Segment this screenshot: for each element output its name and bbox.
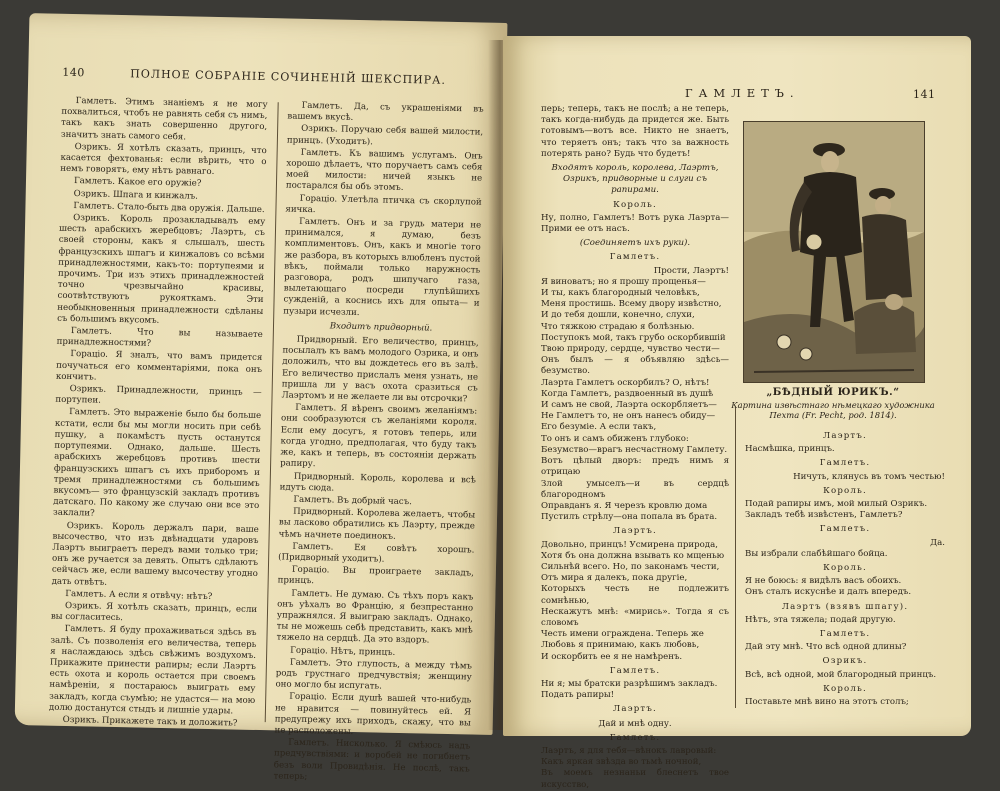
verse-line: Онъ сталъ искуснѣе и далъ впередъ. [745, 587, 912, 598]
dialogue-paragraph: Гамлетъ. Этимъ знаніемъ я не могу похвалиться, чтобъ не равнять себя съ нимъ, такъ какъ знать совершенно другого, значитъ знать самого себя. [60, 96, 268, 142]
verse-line: Поступокъ мой, такъ грубо оскорбившій [541, 332, 726, 343]
dialogue-paragraph: Озрикъ. Король прозакладывалъ ему шесть арабскихъ жеребцовъ; Лаэртъ, съ своей стороны, какъ я слышалъ, шесть французскихъ шпагъ и кинжаловъ со всѣми принадлежностями, какъ-то: портупеями и прочимъ. Три изъ этихъ принадлежностей точно чрезвычайно красивы, соотвѣтствуютъ рукояткамъ. Эти необыкновенныя принадлежности сдѣланы съ большимъ вкусомъ. [57, 213, 266, 326]
text-paragraph: перь; теперь, такъ не послѣ; а не теперь, такъ когда-нибудь да придется же. Быть готовымъ—вотъ все. Никто не знаетъ, что теряетъ онъ; такъ что за важность потерять рано? Будь что будетъ! [541, 104, 729, 159]
speaker-name: Лаэртъ. [823, 431, 867, 441]
verse-line: Нѣтъ, эта тяжела; подай другую. [745, 614, 896, 625]
left-page [15, 13, 508, 782]
engraving-illustration [743, 121, 925, 383]
verse-line: И до тебя дошли, конечно, слухи, [541, 310, 695, 321]
verse-line: Отъ мира я далекъ, пока другіе, [541, 573, 688, 584]
dialogue-paragraph: Придворный. Королева желаетъ, чтобы вы ласково обратились къ Лаэрту, прежде чѣмъ начнете поединокъ. [278, 506, 476, 542]
dialogue-paragraph: Гамлетъ. Къ вашимъ услугамъ. Онъ хорошо дѣлаетъ, что поручаетъ самъ себя моей милости: ничей языкъ не постарался бы объ этомъ. [285, 147, 483, 194]
speaker-name: Гамлетъ. [609, 252, 661, 263]
verse-line: Да. [930, 537, 945, 548]
running-head-left: ПОЛНОЕ СОБРАНІЕ СОЧИНЕНІЙ ШЕКСПИРА. [130, 67, 447, 87]
speaker-name: Гамлетъ. [609, 665, 661, 676]
verse-line: Что тяжкою страдаю я болѣзнью. [541, 321, 695, 332]
verse-line: И ты, какъ благородный человѣкъ, [541, 288, 700, 299]
speaker-name: Гамлетъ. [819, 629, 871, 640]
dialogue-paragraph: Придворный. Король, королева и всѣ идутъ сюда. [279, 471, 476, 494]
verse-line: Вотъ цѣлый дворъ: предъ нимъ я отрицаю [541, 456, 729, 478]
verse-line: Поставьте мнѣ вино на этотъ столъ; [745, 697, 909, 708]
stage-direction: Входятъ король, королева, Лаэртъ, Озрикъ, придворные и слуги съ рапирами. [551, 163, 719, 196]
verse-line: Не Гамлетъ то, не онъ нанесъ обиду— [541, 411, 716, 422]
verse-line: Ничуть, клянусь въ томъ честью! [793, 471, 945, 482]
verse-line: Хотя бъ она должна взывать ко мщенью [541, 550, 725, 561]
dialogue-paragraph: Озрикъ. Принадлежности, принцъ — портупеи. [55, 384, 262, 406]
dialogue-paragraph: Гамлетъ. Стало-быть два оружія. Дальше. [73, 200, 265, 215]
dialogue-paragraph: Горацio. Я зналъ, что вамъ придется почучаться его комментаріями, пока онъ кончитъ. [55, 349, 263, 383]
right-page [503, 36, 971, 790]
dialogue-paragraph: Гамлетъ. А если я отвѣчу: нѣтъ? [65, 588, 213, 602]
caption-title: „БѢДНЫЙ ЮРИКЪ.“ [766, 387, 900, 398]
speaker-name: Лаэртъ. [613, 704, 657, 715]
dialogue-paragraph: Озрикъ. Прикажете такъ и доложить? [62, 714, 238, 729]
verse-line: Сильнѣй всего. Но, по законамъ чести, [541, 561, 720, 572]
dialogue-paragraph: Горацio. Улетѣла птичка съ скорлупой яичка. [285, 193, 482, 215]
verse-line: То онъ и самъ обиженъ глубоко: [541, 433, 689, 444]
dialogue-paragraph: Озрикъ. Поручаю себя вашей милости, принцъ. (Уходитъ). [286, 124, 484, 147]
stage-direction: (Соединяетъ ихъ руки). [579, 238, 691, 249]
dialogue-paragraph: Озрикъ. Король держалъ пари, ваше высочество, что изъ двѣнадцати ударовъ Лаэртъ выиграетъ передъ вами только три; онъ же ручается за девять. Опытъ сдѣлаютъ сейчасъ же, если вашему высочеству угодно дать отвѣтъ. [51, 520, 259, 588]
verse-line: Пустилъ стрѣлу—она попала въ брата. [541, 512, 718, 523]
verse-line: Нескажутъ мнѣ: «мирись». Тогда я съ словомъ [541, 606, 729, 628]
dialogue-paragraph: Горацio. Нѣтъ, принцъ. [290, 645, 396, 658]
verse-line: Я не боюсь: я видѣлъ васъ обоихъ. [745, 576, 902, 587]
verse-line: Ни я; мы братски разрѣшимъ закладъ. [541, 678, 718, 689]
speaker-name: Король. [823, 683, 867, 694]
verse-line: Подать рапиры! [541, 690, 615, 701]
verse-line: Лаэрта Гамлетъ оскорбилъ? О, нѣтъ! [541, 377, 710, 388]
page-number-right: 141 [913, 88, 936, 101]
verse-line: Насмѣшка, принцъ. [745, 444, 835, 455]
verse-block [541, 746, 729, 791]
verse-line: Ну, полно, Гамлетъ! Вотъ рука Лаэрта— Прими ее отъ насъ. [541, 212, 729, 235]
caption-subtitle: Картина извѣстнаго нѣмецкаго художника Пехта (Fr. Pecht, род. 1814). [731, 399, 935, 420]
verse-line: Безумство—врагъ несчастному Гамлету. [541, 444, 728, 455]
left-column-2 [273, 100, 483, 787]
dialogue-paragraph: Придворный. Его величество, принцъ, посылалъ къ вамъ молодого Озрика, и онъ доложилъ, что вы дождетесь его въ залѣ. Его величество прислалъ меня узнать, не пришла ли у васъ охота сразиться съ Лаэртомъ и не желаете ли вы отсрочки? [281, 334, 479, 405]
right-column-1 [541, 104, 729, 791]
verse-line: Дай и мнѣ одну. [598, 718, 672, 729]
dialogue-paragraph: Гамлетъ. Я вѣренъ своимъ желаніямъ: они сообразуются съ желаніями короля. Если ему досугъ, я готовъ теперь, или когда угодно, предполагая, что буду такъ же, какъ и теперь, въ состояніи держать рапиру. [280, 403, 478, 470]
dialogue-paragraph: Горацio. Если душѣ вашей что-нибудь не нравится — повинуйтесь ей. Я предупрежу ихъ приходъ, скажу, что вы не расположены. [274, 692, 472, 737]
dialogue-paragraph: Гамлетъ. Да, съ украшеніями въ вашемъ вкусѣ. [287, 100, 484, 124]
dialogue-paragraph: Гамлетъ. Нисколько. Я смѣюсь надъ предчувствіями: и воробей не погибнетъ безъ воли Провидѣнія. Не послѣ, такъ теперь; [273, 737, 471, 782]
dialogue-paragraph: Озрикъ. Я хотѣлъ сказать, принцъ, если вы согласитесь. [50, 600, 258, 624]
speaker-name: Озрикъ. [822, 656, 868, 667]
verse-line: Которыхъ честь не подлежитъ сомнѣнью, [541, 584, 729, 606]
verse-line: Прости, Лаэртъ! [653, 265, 729, 276]
verse-block [541, 679, 729, 701]
speaker-name: Гамлетъ. [819, 458, 871, 469]
verse-line: Я виноватъ; но я прошу прощенья— [541, 276, 706, 287]
verse-line: Когда Гамлетъ, раздвоенный въ душѣ [541, 388, 714, 399]
dialogue-paragraph: Озрикъ. Я хотѣлъ сказать, принцъ, что касается фехтованья: если вѣрить, что о немъ говорятъ, ему нѣтъ равнаго. [60, 141, 267, 178]
verse-line: Всѣ, всѣ одной, мой благородный принцъ. [745, 669, 937, 680]
stage-direction: Входитъ придворный. [329, 321, 433, 334]
dialogue-paragraph: Гамлетъ. Это выраженіе было бы больше кстати, если бы мы могли носить при себѣ пушку, а покамѣстъ пусть останутся портупеями. Однако, дальше. Шесть арабскихъ жеребцовъ противъ шести французскихъ шпагъ съ ихъ приборомъ и тремя принадлежностями съ большимъ вкусомъ— это французскій закладъ противъ датскаго. По какому же случаю они все это заклали? [52, 407, 262, 519]
speaker-name: Лаэртъ. [613, 526, 657, 537]
speaker-name: Король. [823, 485, 867, 496]
verse-line: Честь имени ограждена. Теперь же [541, 629, 704, 640]
verse-block [541, 266, 729, 524]
verse-line: Подай рапиры имъ, мой милый Озрикъ. [745, 499, 928, 510]
dialogue-paragraph: Гамлетъ. Это глупость, а между тѣмъ родъ грустнаго предчувствія; женщину оно могло бы испугать. [275, 657, 473, 692]
speaker-name: Гамлетъ. [609, 732, 661, 743]
verse-line: Какъ яркая звѣзда во тьмѣ ночной, [541, 757, 702, 768]
verse-line: Твою природу, сердце, чувство чести— [541, 344, 720, 355]
dialogue-paragraph: Гамлетъ. Я буду прохаживаться здѣсь въ залѣ. Съ позволенія его величества, теперь я наслаждаюсь здѣсь свѣжимъ воздухомъ. Прикажите принести рапиры; если Лаэртъ есть охота и король остается при своемъ намѣреніи, я постараюсь выиграть ему закладъ, когда съумѣю; не удастся— на мою долю достанутся стыдъ и лишніе удары. [48, 624, 257, 717]
speaker-name: Король. [613, 199, 657, 210]
verse-line: И оскорбить ее я не намѣренъ. [541, 651, 683, 662]
verse-line: Оправданъ я. Я черезъ кровлю дома [541, 500, 708, 511]
dialogue-paragraph: Озрикъ. Шпага и кинжалъ. [73, 188, 199, 202]
verse-line: Довольно, принцъ! Усмирена природа, [541, 539, 718, 550]
verse-line: Меня простишь. Всему двору извѣстно, [541, 299, 722, 310]
verse-line: Закладъ тебѣ извѣстенъ, Гамлетъ? [745, 510, 903, 521]
verse-line: Онъ былъ — я объявляю здѣсь—безумство. [541, 355, 729, 377]
running-head-right: ГАМЛЕТЪ. [685, 86, 800, 100]
dialogue-paragraph: Гамлетъ. Въ добрый часъ. [293, 494, 412, 508]
dialogue-paragraph: Гамлетъ. Онъ и за грудь матери не принимался, я думаю, безъ комплиментовъ. Онъ, какъ и многіе того же разбора, въ которыхъ влюбленъ пустой вѣкъ, поймали только наружность разговора, родъ шипучаго газа, вылетающаго посреди глупѣйшихъ сужденій, а коснись ихъ для опыта— и пузыри исчезли. [283, 216, 482, 318]
verse-line: Любовь я принимаю, какъ любовь, [541, 640, 700, 651]
dialogue-paragraph: Гамлетъ. Ея совѣтъ хорошъ. (Придворный уходитъ). [278, 541, 475, 565]
speaker-name: Гамлетъ. [819, 524, 871, 535]
verse-line: Лаэртъ, я для тебя—вѣнокъ лавровый: [541, 745, 717, 756]
dialogue-paragraph: Гамлетъ. Не думаю. Съ тѣхъ поръ какъ онъ уѣхалъ во Францію, я безпрестанно упражнялся. Я выиграю закладъ. Однако, ты не можешь себѣ представить, какъ мнѣ тяжело на сердцѣ. Да это вздоръ. [276, 588, 474, 646]
left-column-1 [49, 96, 268, 731]
column-rule [735, 408, 736, 708]
speaker-name: Лаэртъ (взявъ шпагу). [781, 601, 909, 612]
dialogue-paragraph: Гамлетъ. Что вы называете принадлежностями? [56, 326, 263, 349]
verse-line: И самъ не свой, Лаэрта оскорбляетъ— [541, 400, 717, 411]
right-column-2 [745, 428, 945, 708]
verse-line: Дай эту мнѣ. Что всѣ одной длины? [745, 642, 907, 653]
verse-line: Въ моемъ незнаньи блеснетъ твое искусство, [541, 768, 729, 790]
verse-block [541, 540, 729, 663]
speaker-name: Король. [823, 563, 867, 574]
page-number-left: 140 [62, 65, 85, 80]
dialogue-paragraph: Гамлетъ. Какое его оружіе? [73, 176, 202, 190]
poor-yorick-engraving [744, 122, 924, 382]
illustration-caption [731, 388, 935, 421]
verse-line: Вы избрали слабѣйшаго бойца. [745, 548, 888, 559]
dialogue-paragraph: Горацio. Вы проиграете закладъ, принцъ. [277, 564, 474, 587]
verse-line: Его безуміе. А если такъ, [541, 422, 657, 433]
verse-line: Злой умыселъ—и въ сердцѣ благородномъ [541, 478, 729, 500]
